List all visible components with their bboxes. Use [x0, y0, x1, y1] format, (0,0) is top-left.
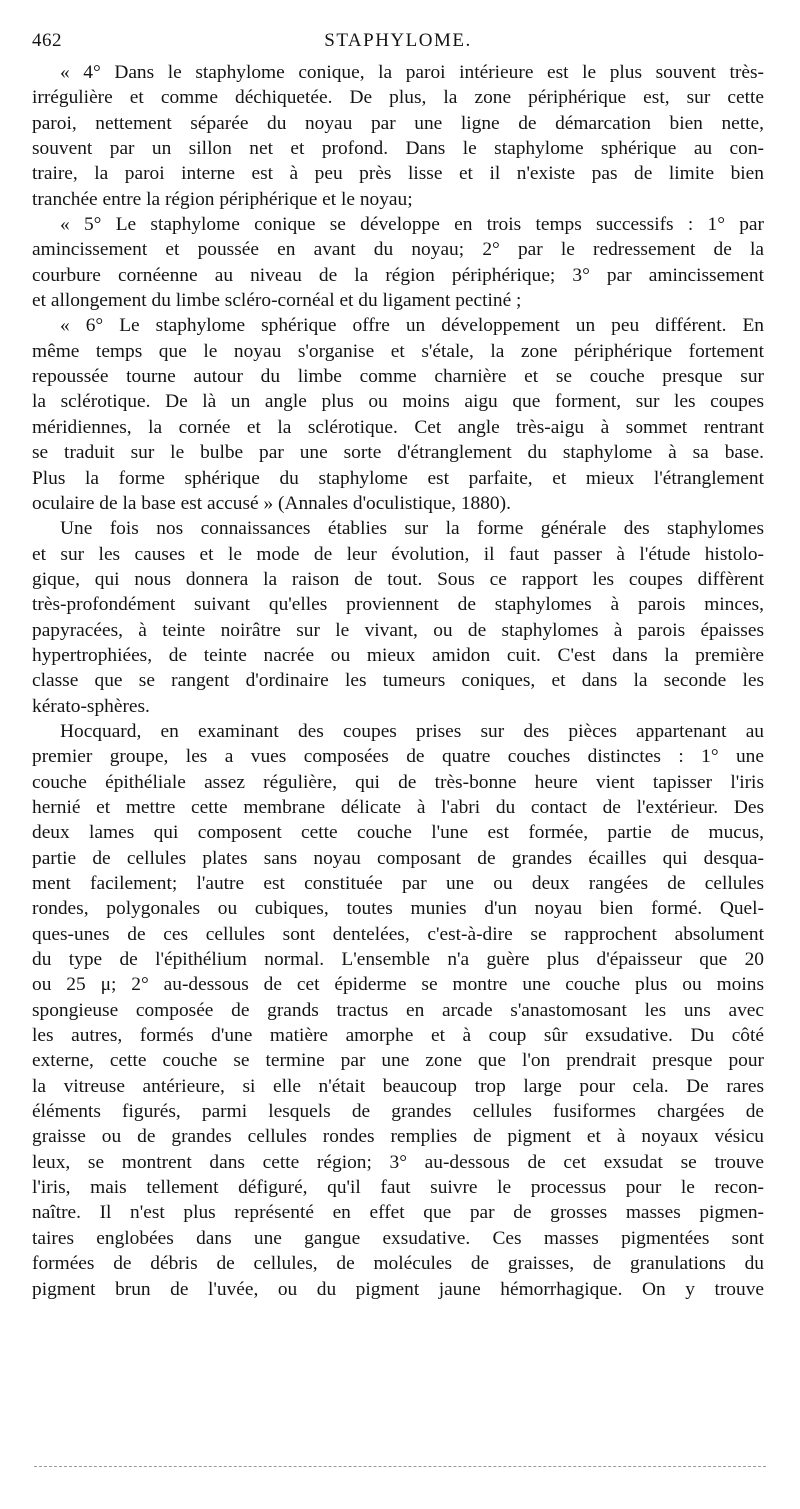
- text-line: formées de débris de cellules, de molécules de graisses, de granulations du: [32, 1253, 764, 1275]
- text-line: taires englobées dans une gangue exsudative. Ces masses pigmentées sont: [32, 1227, 764, 1249]
- text-line: amincissement et poussée en avant du noyau; 2° par le redressement de la: [32, 239, 764, 261]
- text-line: paroi, nettement séparée du noyau par une ligne de démarcation bien nette,: [32, 112, 764, 134]
- text-line: Une fois nos connaissances établies sur la forme générale des staphylomes: [60, 518, 764, 540]
- text-line: graisse ou de grandes cellules rondes remplies de pigment et à noyaux vésicu: [32, 1126, 764, 1148]
- text-line: externe, cette couche se termine par une zone que l'on prendrait presque pour: [32, 1050, 764, 1072]
- text-line: oculaire de la base est accusé » (Annales d'oculistique, 1880).: [32, 492, 511, 514]
- text-line: traire, la paroi interne est à peu près lisse et il n'existe pas de limite bien: [32, 163, 764, 185]
- text-line: la sclérotique. De là un angle plus ou moins aigu que forment, sur les coupes: [32, 391, 764, 413]
- text-line: Hocquard, en examinant des coupes prises sur des pièces appartenant au: [60, 720, 764, 742]
- text-line: « 4° Dans le staphylome conique, la paroi intérieure est le plus souvent très-: [60, 62, 764, 83]
- page-header: [32, 30, 764, 60]
- footer-rule: [34, 1466, 766, 1467]
- text-line: méridiennes, la cornée et la sclérotique. Cet angle très-aigu à sommet rentrant: [32, 416, 764, 438]
- text-line: l'iris, mais tellement défiguré, qu'il faut suivre le processus pour le recon-: [32, 1177, 764, 1199]
- text-line: gique, qui nous donnera la raison de tout. Sous ce rapport les coupes diffèrent: [32, 568, 764, 590]
- text-line: couche épithéliale assez régulière, qui de très-bonne heure vient tapisser l'iris: [32, 771, 764, 793]
- text-line: même temps que le noyau s'organise et s'étale, la zone périphérique fortement: [32, 340, 764, 362]
- book-page: [32, 30, 764, 1302]
- body-text: [32, 60, 764, 1302]
- text-line: repoussée tourne autour du limbe comme charnière et se couche presque sur: [32, 366, 764, 388]
- text-line: partie de cellules plates sans noyau composant de grandes écailles qui desqua-: [32, 847, 764, 869]
- text-line: et sur les causes et le mode de leur évolution, il faut passer à l'étude histolo-: [32, 543, 764, 565]
- text-line: leux, se montrent dans cette région; 3° au-dessous de cet exsudat se trouve: [32, 1151, 764, 1173]
- text-line: tranchée entre la région périphérique et le noyau;: [32, 188, 413, 210]
- text-line: kérato-sphères.: [32, 695, 150, 717]
- text-line: courbure cornéenne au niveau de la région périphérique; 3° par amincissement: [32, 264, 764, 286]
- text-line: classe que se rangent d'ordinaire les tumeurs coniques, et dans la seconde les: [32, 670, 764, 692]
- text-line: spongieuse composée de grands tractus en arcade s'anastomosant les uns avec: [32, 999, 764, 1021]
- text-line: « 6° Le staphylome sphérique offre un développement un peu différent. En: [60, 315, 764, 337]
- text-line: très-profondément suivant qu'elles proviennent de staphylomes à parois minces,: [32, 594, 764, 616]
- text-line: hernié et mettre cette membrane délicate à l'abri du contact de l'extérieur. Des: [32, 796, 764, 818]
- text-line: éléments figurés, parmi lesquels de grandes cellules fusiformes chargées de: [32, 1101, 764, 1123]
- text-line: souvent par un sillon net et profond. Dans le staphylome sphérique au con-: [32, 138, 764, 160]
- text-line: deux lames qui composent cette couche l'une est formée, partie de mucus,: [32, 822, 764, 844]
- text-line: hypertrophiées, de teinte nacrée ou mieux amidon cuit. C'est dans la première: [32, 644, 764, 666]
- text-line: ques-unes de ces cellules sont dentelées, c'est-à-dire se rapprochent absolument: [32, 923, 764, 945]
- text-line: la vitreuse antérieure, si elle n'était beaucoup trop large pour cela. De rares: [32, 1075, 764, 1097]
- text-line: et allongement du limbe scléro-cornéal et du ligament pectiné ;: [32, 290, 522, 312]
- text-line: naître. Il n'est plus représenté en effet que par de grosses masses pigmen-: [32, 1202, 764, 1224]
- text-line: du type de l'épithélium normal. L'ensemble n'a guère plus d'épaisseur que 20: [32, 949, 764, 971]
- page-number: 462: [32, 30, 62, 51]
- text-line: « 5° Le staphylome conique se développe en trois temps successifs : 1° par: [60, 214, 764, 236]
- text-line: ou 25 μ; 2° au-dessous de cet épiderme se montre une couche plus ou moins: [32, 974, 764, 996]
- text-line: les autres, formés d'une matière amorphe et à coup sûr exsudative. Du côté: [32, 1025, 764, 1047]
- running-title: STAPHYLOME.: [324, 30, 472, 51]
- text-line: ment facilement; l'autre est constituée par une ou deux rangées de cellules: [32, 873, 764, 894]
- text-line: irrégulière et comme déchiquetée. De plus, la zone périphérique est, sur cette: [32, 87, 764, 109]
- text-line: premier groupe, les a vues composées de quatre couches distinctes : 1° une: [32, 746, 764, 768]
- text-line: papyracées, à teinte noirâtre sur le vivant, ou de staphylomes à parois épaisses: [32, 619, 764, 641]
- text-line: rondes, polygonales ou cubiques, toutes munies d'un noyau bien formé. Quel-: [32, 898, 764, 920]
- text-line: pigment brun de l'uvée, ou du pigment jaune hémorrhagique. On y trouve: [32, 1278, 764, 1300]
- text-line: Plus la forme sphérique du staphylome est parfaite, et mieux l'étranglement: [32, 467, 764, 489]
- text-line: se traduit sur le bulbe par une sorte d'étranglement du staphylome à sa base.: [32, 442, 764, 464]
